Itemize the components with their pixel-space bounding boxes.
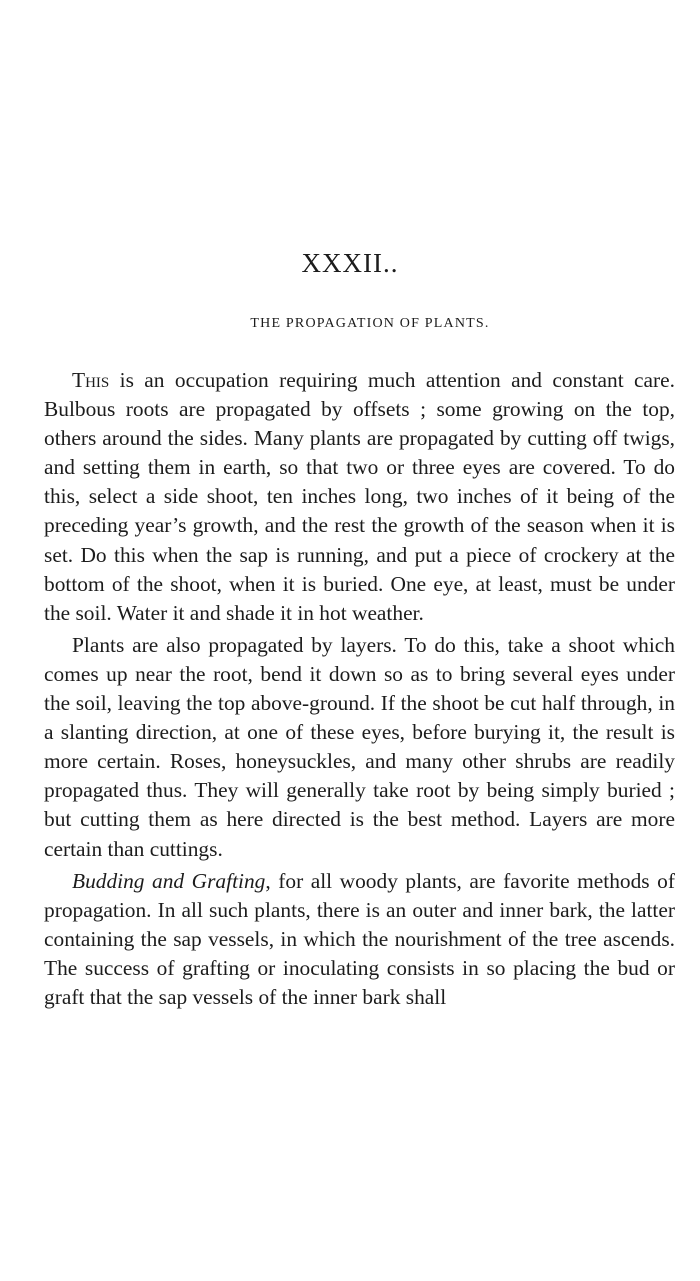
paragraph-1: [44, 366, 675, 628]
paragraph-1-text: is an occupation requiring much attention and constant care. Bulbous roots are propagated by offsets ; some growing on the top, others around the sides. Many plants are propagated by cutting off twigs, and setting them in earth, so that two or three eyes are covered. To do this, select a side shoot, ten inches long, two inches of it being of the preceding year’s growth, and the rest the growth of the season when it is set. Do this when the sap is running, and put a piece of crockery at the bottom of the shoot, when it is buried. One eye, at least, must be under the soil. Water it and shade it in hot weather.: [44, 368, 675, 625]
body-text: [44, 366, 675, 1012]
chapter-number: XXXII..: [301, 248, 399, 278]
paragraph-3-text: , for all woody plants, are favorite methods of propagation. In all such plants, there is an outer and inner bark, the latter containing the sap vessels, in which the nourishment of the tree ascends. The success of grafting or inoculating consists in so placing the bud or graft that the sap vessels of the inner bark shall: [44, 868, 675, 1009]
paragraph-3-lead: Budding and Grafting: [72, 868, 266, 893]
chapter-title: THE PROPAGATION OF PLANTS.: [250, 316, 490, 331]
paragraph-2: [44, 631, 675, 864]
paragraph-2-text: Plants are also propagated by layers. To do this, take a shoot which comes up near the root, bend it down so as to bring several eyes under the soil, leaving the top above-ground. If the shoot be cut half through, in a slanting direction, at one of these eyes, before burying it, the result is more certain. Roses, honeysuckles, and many other shrubs are readily propagated thus. They will generally take root by being simply buried ; but cutting them as here directed is the best method. Layers are more certain than cuttings.: [44, 632, 675, 861]
paragraph-3: [44, 867, 675, 1012]
paragraph-1-lead: This: [72, 368, 110, 392]
